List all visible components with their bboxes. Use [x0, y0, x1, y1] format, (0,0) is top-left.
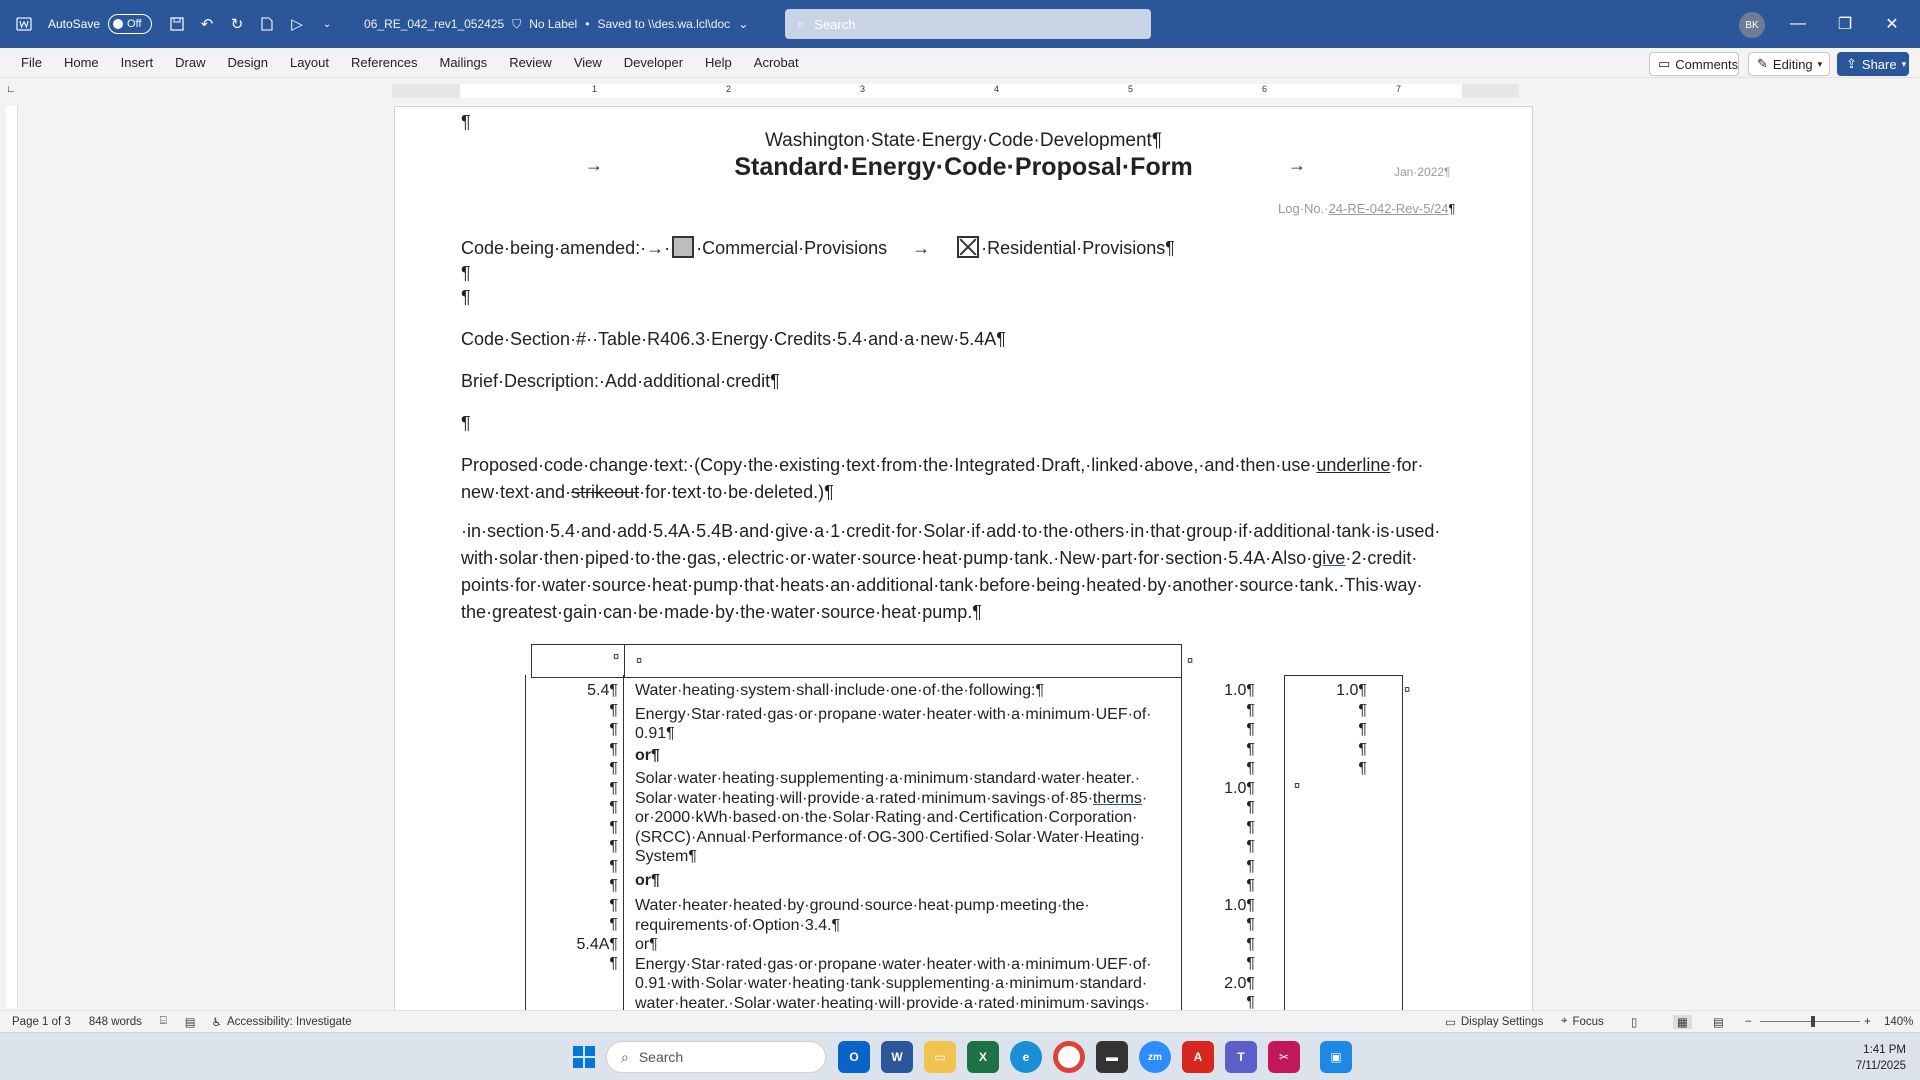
search-placeholder: Search — [814, 16, 856, 32]
proposed-text: ·for·text·to·be·deleted.)¶ — [639, 482, 834, 502]
horizontal-ruler-row — [0, 80, 1920, 102]
tab-references[interactable]: References — [351, 55, 418, 70]
document-page[interactable] — [395, 107, 1532, 1010]
row-id: 5.4A¶ — [576, 935, 618, 953]
tab-help[interactable]: Help — [705, 55, 732, 70]
brief-description-line: Brief·Description:·Add·additional·credit¶ — [461, 371, 780, 391]
body-line: ·in·section·5.4·and·add·5.4A·5.4B·and·give·a·1·credit·for·Solar·if·add·to·the·others·in·that·group·if·additional·tank·is·used· — [461, 521, 1441, 541]
tab-design[interactable]: Design — [227, 55, 268, 70]
log-number: 24-RE-042-Rev-5/24 — [1328, 201, 1449, 216]
quick-access-toolbar — [168, 15, 336, 33]
log-number-line — [1278, 201, 1456, 216]
body-line: points·for·water·source·heat·pump·that·heats·an·additional·tank·before·being·heated·by·another·source·tank.·This·way· — [461, 575, 1423, 595]
chevron-down-icon: ▾ — [1817, 58, 1823, 69]
read-mode-icon[interactable]: ▯ — [1631, 1016, 1638, 1029]
underline-word: underline — [1316, 455, 1391, 475]
horizontal-ruler[interactable] — [392, 84, 1519, 98]
save-status: Saved to \\des.wa.lcl\doc — [597, 17, 731, 31]
credit-value: 1.0¶ — [1224, 682, 1255, 699]
page-count[interactable]: Page 1 of 3 — [12, 1015, 71, 1028]
focus-icon: ⌖ — [1561, 1015, 1568, 1027]
close-icon[interactable]: ✕ — [1885, 16, 1899, 33]
word-app-icon[interactable] — [14, 14, 34, 34]
empty-paragraph: ¶ — [461, 413, 471, 433]
ruler-number: 7 — [1396, 84, 1402, 94]
web-layout-icon[interactable]: ▤ — [1713, 1016, 1724, 1029]
comments-button[interactable] — [1649, 52, 1739, 76]
body-paragraph — [461, 518, 1461, 626]
body-line: ·2·credit· — [1345, 548, 1418, 568]
windows-taskbar — [0, 1032, 1920, 1080]
credits-column-1: 1.0¶ ¶ ¶ ¶ ¶ 1.0¶ ¶ ¶ ¶ ¶ ¶ 1.0¶ ¶ ¶ ¶ 2.0¶ ¶ — [1205, 681, 1255, 1010]
read-aloud-icon[interactable]: ▷ — [291, 16, 303, 33]
cell-marker: ¤ — [1294, 780, 1301, 792]
word-count[interactable]: 848 words — [88, 1015, 142, 1028]
outlook-icon[interactable]: O — [838, 1041, 870, 1073]
sensitivity-label: No Label — [529, 17, 578, 31]
chevron-down-icon: ⌄ — [738, 17, 749, 31]
clock-date: 7/11/2025 — [1855, 1060, 1906, 1072]
display-settings-button[interactable] — [1445, 1015, 1543, 1029]
minimize-icon[interactable]: — — [1790, 15, 1806, 32]
restore-icon[interactable]: ❐ — [1837, 16, 1853, 33]
tab-selector[interactable]: ∟ — [6, 84, 16, 95]
cell-marker: ¤ — [636, 655, 643, 667]
row-end-marker: ¤ — [1404, 684, 1411, 696]
proposed-change-paragraph — [461, 452, 1461, 506]
focus-label: Focus — [1572, 1015, 1604, 1028]
residential-label: ·Residential·Provisions¶ — [981, 238, 1175, 258]
commercial-label: ·Commercial·Provisions — [696, 238, 888, 258]
credit-value: 2.0¶ — [1224, 974, 1255, 992]
tab-developer[interactable]: Developer — [623, 55, 684, 70]
zoom-in-icon[interactable]: + — [1864, 1015, 1871, 1028]
accessibility-icon: ♿ — [211, 1016, 222, 1029]
display-settings-label: Display Settings — [1460, 1015, 1544, 1028]
doc-title-line2: Standard·Energy·Code·Proposal·Form — [734, 153, 1193, 181]
doc-name: 06_RE_042_rev1_052425 — [364, 17, 505, 31]
zoom-level[interactable]: 140% — [1884, 1015, 1914, 1028]
tab-home[interactable]: Home — [63, 55, 99, 70]
autosave-toggle[interactable] — [108, 14, 152, 34]
table-header-row — [531, 644, 1194, 678]
cell-marker: ¤ — [1187, 655, 1194, 667]
zoom-out-icon[interactable]: − — [1745, 1015, 1752, 1028]
residential-checkbox-checked[interactable] — [957, 236, 979, 258]
new-doc-icon[interactable] — [258, 15, 276, 33]
taskbar-search-label: Search — [638, 1049, 684, 1065]
teams-icon[interactable]: T — [1225, 1041, 1257, 1073]
status-bar — [0, 1010, 1920, 1032]
credit-value: 1.0¶ — [1336, 682, 1367, 699]
accessibility-button[interactable] — [212, 1015, 352, 1029]
ruler-number: 5 — [1128, 84, 1134, 94]
cell-marker: ¤ — [613, 651, 620, 663]
sensitivity-icon: ⛉ — [512, 16, 522, 31]
search-box[interactable] — [785, 9, 1151, 39]
share-button[interactable] — [1837, 52, 1909, 76]
ruler-number: 3 — [860, 84, 866, 94]
row-id: 5.4¶ — [587, 682, 618, 699]
tab-mailings[interactable]: Mailings — [439, 55, 488, 70]
vertical-ruler[interactable] — [6, 106, 18, 1008]
document-title[interactable]: 06_RE_042_rev1_052425 ⛉ No Label • Saved to \\des.wa.lcl\doc ⌄ — [364, 16, 749, 31]
tab-insert[interactable]: Insert — [120, 55, 154, 70]
doc-title-line1: Washington·State·Energy·Code·Development¶ — [764, 130, 1163, 151]
credits-column-2: 1.0¶ ¶ ¶ ¶ ¶ — [1315, 681, 1367, 779]
autosave-state: Off — [127, 18, 142, 30]
zoom-app-icon[interactable]: zm — [1139, 1041, 1171, 1073]
undo-icon[interactable]: ↶ — [200, 16, 214, 33]
body-line: the·greatest·gain·can·be·made·by·the·water·source·heat·pump.¶ — [461, 602, 982, 622]
editing-label: Editing — [1772, 56, 1813, 72]
ribbon-tabs — [0, 48, 1920, 78]
start-icon[interactable] — [568, 1041, 600, 1073]
file-explorer-icon[interactable]: ▭ — [924, 1041, 956, 1073]
terminal-icon[interactable]: ▬ — [1096, 1041, 1128, 1073]
pilcrow: ¶ — [1448, 201, 1456, 216]
title-bar — [0, 0, 1920, 48]
tab-acrobat[interactable]: Acrobat — [753, 55, 799, 70]
edge-icon[interactable]: e — [1010, 1041, 1042, 1073]
clock-time: 1:41 PM — [1863, 1044, 1906, 1056]
search-icon: ⌕ — [621, 1048, 629, 1065]
empty-paragraph: ¶ — [461, 263, 471, 283]
editing-button[interactable] — [1748, 52, 1830, 76]
word-icon[interactable]: W — [881, 1041, 913, 1073]
proposed-text: Proposed·code·change·text:·(Copy·the·existing·text·from·the·Integrated·Draft,·linked·above,·and·then·use· — [461, 455, 1317, 475]
taskbar-search[interactable] — [606, 1041, 826, 1073]
code-section-line: Code·Section·#··Table·R406.3·Energy·Credits·5.4·and·a·new·5.4A¶ — [461, 329, 1006, 349]
search-icon: ⌕ — [797, 16, 805, 31]
share-label: Share — [1861, 56, 1897, 72]
macro-icon[interactable]: ▤ — [184, 1016, 196, 1029]
proposed-text: ·for· — [1390, 455, 1424, 475]
code-amended-line — [461, 236, 1175, 259]
tab-layout[interactable]: Layout — [289, 55, 330, 70]
autosave-control[interactable] — [48, 14, 152, 34]
accessibility-label: Accessibility: Investigate — [226, 1015, 352, 1028]
chrome-icon[interactable] — [1053, 1041, 1085, 1073]
comments-label: Comments — [1675, 56, 1739, 72]
app-icon[interactable]: ▣ — [1320, 1041, 1352, 1073]
tab-arrow: → — [1288, 155, 1306, 175]
empty-paragraph: ¶ — [461, 112, 471, 132]
strikeout-word: strikeout — [571, 482, 640, 502]
redo-icon[interactable]: ↻ — [230, 16, 244, 33]
snipping-tool-icon[interactable]: ✂ — [1268, 1041, 1300, 1073]
excel-icon[interactable]: X — [967, 1041, 999, 1073]
ruler-number: 4 — [994, 84, 1000, 94]
zoom-slider-thumb[interactable] — [1811, 1016, 1815, 1027]
ruler-number: 6 — [1262, 84, 1268, 94]
spelling-flag-word[interactable]: give — [1312, 548, 1346, 568]
customize-qat-icon[interactable]: ⌄ — [322, 18, 332, 30]
empty-paragraph: ¶ — [461, 287, 471, 307]
credit-value: 1.0¶ — [1224, 896, 1255, 914]
credit-value: 1.0¶ — [1224, 779, 1255, 797]
code-amended-label: Code·being·amended:·→· — [461, 238, 671, 258]
focus-button[interactable] — [1561, 1015, 1604, 1028]
form-date: Jan·2022¶ — [1394, 165, 1451, 179]
proposed-text: new·text·and· — [461, 482, 572, 502]
pencil-icon: ✎ — [1757, 56, 1768, 71]
zoom-slider[interactable] — [1760, 1021, 1860, 1022]
display-icon: ▭ — [1445, 1016, 1456, 1029]
requirements-cell: Water·heating·system·shall·include·one·of·the·following:¶ Energy·Star·rated·gas·or·propane·water·heater·with·a·minimum·UEF·of· 0.91¶ or¶ Solar·water·heating·supplementing·a·minimum·standard·water·heater.· Solar·water·heating·will·provide·a·rated·minimum·savings·of·85·therms· or·2000·kWh·based·on·the·Solar·Rating·and·Certification·Corporation· (SRCC)·Annual·Performance·of·OG-300·Certified·Solar·Water·Heating· System¶ or¶ Water·heater·heated·by·ground·source·heat·pump·meeting·the· requirements·of·Option·3.4.¶ or¶ Energy·Star·rated·gas·or·propane·water·heater·with·a·minimum·UEF·of· 0.91·with·Solar·water·heating·tank·supplementing·a·minimum·standard· water·heater.·Solar·water·heating·will·provide·a·rated·minimum·savings· — [635, 682, 1152, 1010]
system-clock[interactable] — [1836, 1042, 1906, 1074]
acrobat-icon[interactable]: A — [1182, 1041, 1214, 1073]
row-id-column: 5.4¶ ¶ ¶ ¶ ¶ ¶ ¶ ¶ ¶ ¶ ¶ ¶ ¶ 5.4A¶ ¶ — [555, 681, 618, 974]
tab-draw[interactable]: Draw — [175, 55, 206, 70]
tab-review[interactable]: Review — [509, 55, 552, 70]
share-icon: ⇪ — [1846, 56, 1857, 71]
save-icon[interactable] — [168, 15, 186, 33]
tab-view[interactable]: View — [573, 55, 602, 70]
commercial-checkbox[interactable] — [672, 236, 694, 258]
autosave-label: AutoSave — [48, 17, 101, 31]
body-line: with·solar·then·piped·to·the·gas,·electric·or·water·source·heat·pump·tank.·New·part·for·section·5.4A·Also· — [461, 548, 1313, 568]
proofing-icon[interactable]: ⌸ — [159, 1015, 167, 1027]
log-prefix: Log·No.· — [1278, 201, 1329, 216]
comment-icon: ▭ — [1658, 56, 1671, 71]
ruler-number: 2 — [726, 84, 732, 94]
tab-arrow: → — [585, 155, 603, 175]
ruler-number: 1 — [592, 84, 598, 94]
chevron-down-icon: ▾ — [1901, 58, 1907, 69]
print-layout-icon[interactable]: ▦ — [1673, 1015, 1692, 1029]
user-avatar[interactable]: BK — [1739, 12, 1765, 38]
tab-arrow: → — [912, 238, 931, 258]
tab-file[interactable]: File — [21, 55, 42, 70]
